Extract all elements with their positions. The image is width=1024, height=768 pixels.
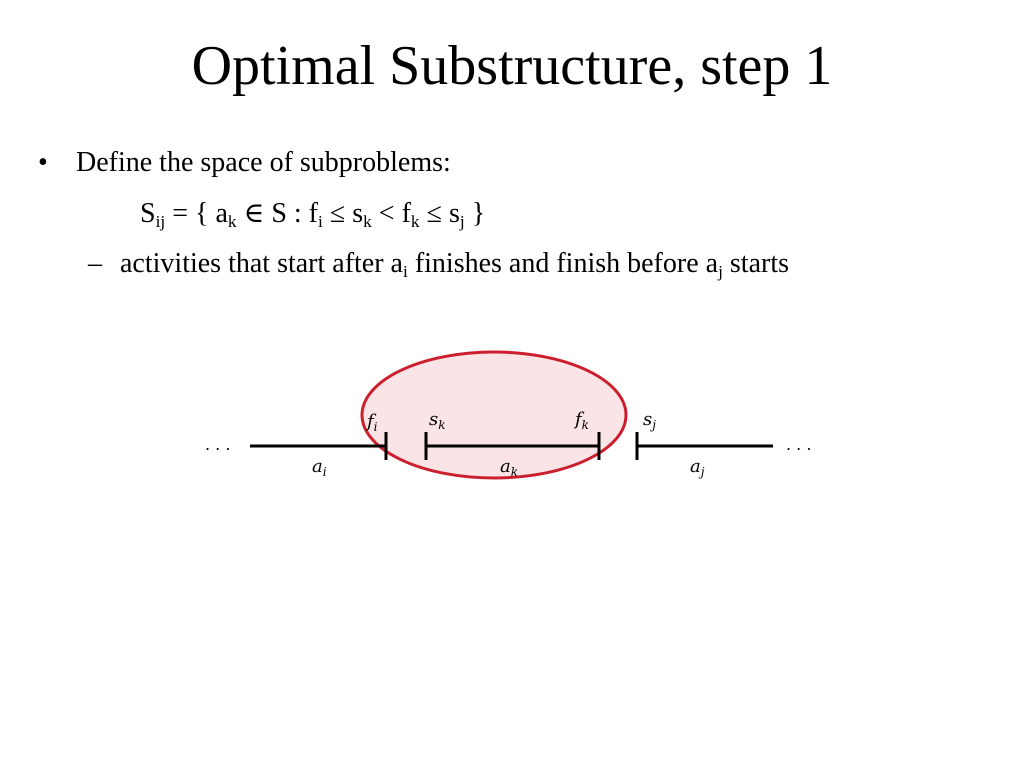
label-f-k-main: f <box>575 409 582 430</box>
formula-element-of: ∈ S : <box>236 198 309 229</box>
label-a-i-main: a <box>312 456 323 477</box>
sub-bullet-text-2: finishes and finish before a <box>407 248 719 279</box>
label-f-k-sub: k <box>581 418 589 432</box>
formula-activity-subscript: k <box>227 212 237 232</box>
bullet-item <box>38 145 451 181</box>
formula-le-1: ≤ <box>322 198 353 229</box>
label-a-i <box>312 456 327 479</box>
formula-close-brace: } <box>464 198 486 229</box>
formula-start-k: s <box>352 198 364 229</box>
sub-bullet-subscript-i: i <box>402 262 408 282</box>
sub-bullet-subscript-j: j <box>718 262 723 282</box>
formula-activity: a <box>215 198 228 229</box>
bullet-marker: • <box>38 147 48 178</box>
label-s-j <box>643 409 656 432</box>
formula-finish-k: f <box>401 198 411 229</box>
formula-set-symbol: S <box>140 198 156 229</box>
formula-set-subscript: ij <box>155 212 166 232</box>
formula-le-2: ≤ <box>419 198 449 229</box>
formula-finish-i-subscript: i <box>318 212 323 232</box>
label-s-k-main: s <box>429 409 439 430</box>
sub-bullet-marker: – <box>88 248 102 279</box>
left-ellipsis: . . . <box>205 435 231 454</box>
activity-timeline-diagram <box>0 340 1024 490</box>
label-a-j <box>690 456 705 479</box>
formula-start-j: s <box>448 198 460 229</box>
label-f-i-sub: i <box>373 420 378 434</box>
sub-bullet-text-1: activities that start after a <box>120 248 403 279</box>
label-a-k-main: a <box>500 456 511 477</box>
label-a-j-sub: j <box>700 465 705 479</box>
label-s-j-sub: j <box>652 418 656 432</box>
label-a-i-sub: i <box>322 465 327 479</box>
label-a-k-sub: k <box>510 465 519 479</box>
formula-start-j-subscript: j <box>459 212 465 232</box>
sub-bullet-text-3: starts <box>722 248 789 279</box>
label-a-j-main: a <box>690 456 701 477</box>
formula-finish-k-subscript: k <box>410 212 420 232</box>
sub-bullet-item <box>88 246 789 282</box>
label-s-j-main: s <box>643 409 653 430</box>
formula-lt: < <box>371 198 402 229</box>
slide-title: Optimal Substructure, step 1 <box>191 35 833 97</box>
formula-finish-i: f <box>308 198 318 229</box>
bullet-text: Define the space of subproblems: <box>76 147 451 178</box>
formula-start-k-subscript: k <box>363 212 372 232</box>
right-ellipsis: . . . <box>786 435 812 454</box>
label-f-i-main: f <box>367 411 374 432</box>
highlight-ellipse <box>362 352 626 478</box>
formula-equals-brace: = { <box>165 198 216 229</box>
label-s-k-sub: k <box>438 418 446 432</box>
subproblem-formula <box>140 196 485 232</box>
